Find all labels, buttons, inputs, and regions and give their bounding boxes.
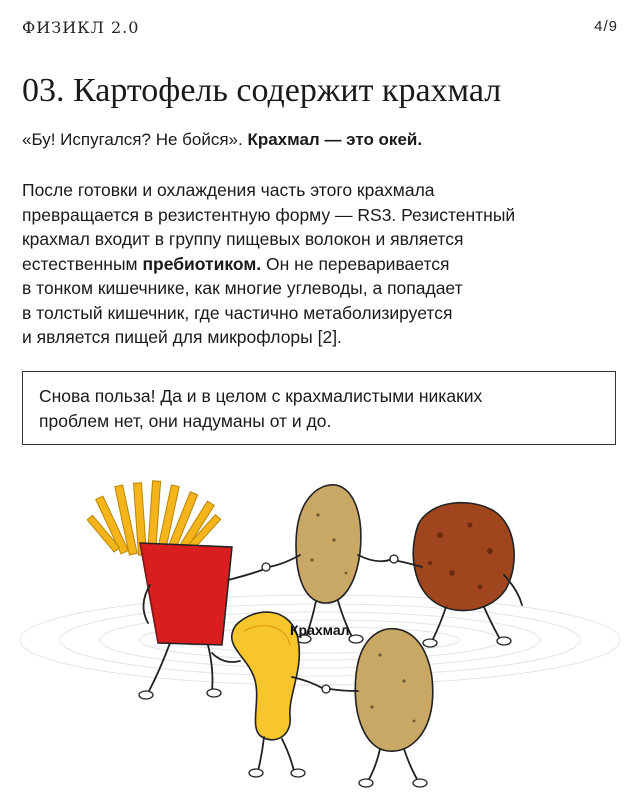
callout-line: проблем нет, они надуманы от и до.	[39, 410, 332, 431]
body-line: превращается в резистентную форму — RS3. Резистентный	[22, 204, 516, 225]
lead-plain: «Бу! Испугался? Не бойся».	[22, 130, 243, 149]
body-line	[22, 252, 622, 277]
body-text: естественным	[22, 253, 138, 274]
lead-bold: Крахмал — это окей.	[247, 130, 423, 149]
body-text: Он не переваривается	[266, 253, 450, 274]
brand-logo: ФИЗИКЛ 2.0	[22, 18, 140, 37]
callout-box	[22, 371, 616, 445]
illustration-label: Крахмал	[290, 622, 350, 638]
body-paragraph	[22, 178, 622, 350]
body-line: в толстый кишечник, где частично метаболизируется	[22, 302, 453, 323]
body-line: После готовки и охлаждения часть этого крахмала	[22, 180, 435, 200]
page-title: 03. Картофель содержит крахмал	[22, 72, 502, 109]
body-line: в тонком кишечнике, как многие углеводы, а попадает	[22, 278, 463, 298]
falafel-icon	[398, 503, 522, 647]
page-indicator: 4/9	[594, 18, 618, 35]
floor-swirl	[20, 595, 620, 685]
callout-line: Снова польза! Да и в целом с крахмалистыми никаких	[39, 386, 483, 406]
body-line: крахмал входит в группу пищевых волокон и является	[22, 229, 464, 249]
body-line: и является пищей для микрофлоры [2].	[22, 327, 342, 347]
lead-paragraph	[22, 130, 422, 150]
body-bold: пребиотиком.	[142, 253, 262, 274]
